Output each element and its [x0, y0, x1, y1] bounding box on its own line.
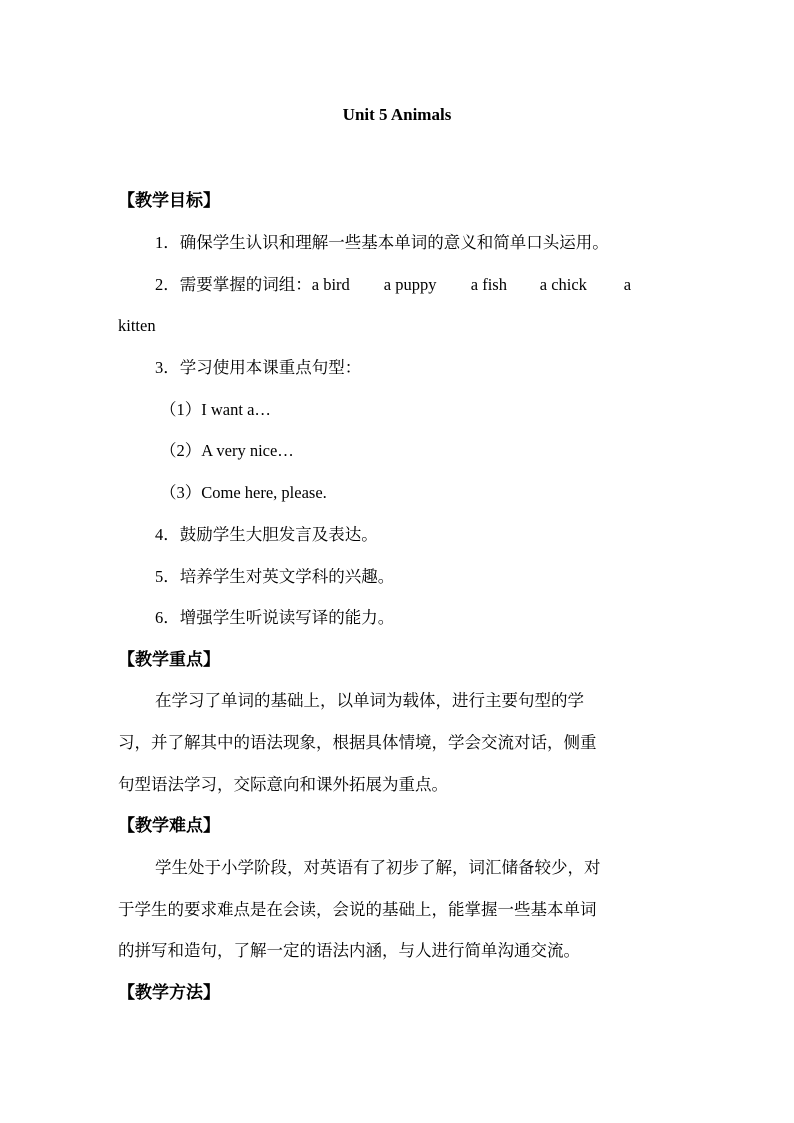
objective-item-2-wrap: kitten — [118, 316, 156, 335]
sentence-pattern-1: （1）I want a… — [160, 400, 271, 419]
objective-item-2 — [155, 274, 631, 296]
objective-item-4: 4．鼓励学生大胆发言及表达。 — [155, 525, 378, 544]
paragraph-line: 的拼写和造句，了解一定的语法内涵，与人进行简单沟通交流。 — [118, 941, 580, 960]
paragraph-line: 于学生的要求难点是在会读，会说的基础上，能掌握一些基本单词 — [118, 900, 597, 919]
objective-item-5: 5．培养学生对英文学科的兴趣。 — [155, 567, 395, 586]
objective-item-1: 1．确保学生认识和理解一些基本单词的意义和简单口头运用。 — [155, 233, 609, 252]
sentence-pattern-3: （3）Come here, please. — [160, 483, 327, 502]
paragraph-line: 习，并了解其中的语法现象，根据具体情境，学会交流对话，侧重 — [118, 733, 597, 752]
section-heading-objectives: 【教学目标】 — [118, 191, 220, 210]
sentence-pattern-2: （2）A very nice… — [160, 441, 294, 460]
vocab-word: a puppy — [383, 275, 437, 294]
vocab-word: a bird — [311, 275, 350, 294]
section-heading-methods: 【教学方法】 — [118, 983, 220, 1002]
section-heading-difficulties: 【教学难点】 — [118, 816, 220, 835]
document-title: Unit 5 Animals — [342, 105, 452, 124]
paragraph-line: 学生处于小学阶段，对英语有了初步了解，词汇储备较少，对 — [155, 858, 601, 877]
vocab-word: a — [623, 275, 632, 294]
objective-item-2-prefix: 2．需要掌握的词组： — [155, 275, 312, 294]
objective-item-3: 3．学习使用本课重点句型： — [155, 358, 362, 377]
paragraph-line: 句型语法学习，交际意向和课外拓展为重点。 — [118, 775, 448, 794]
vocab-word: a fish — [470, 275, 507, 294]
objective-item-6: 6．增强学生听说读写译的能力。 — [155, 608, 395, 627]
paragraph-line: 在学习了单词的基础上，以单词为载体，进行主要句型的学 — [155, 691, 584, 710]
section-heading-key-points: 【教学重点】 — [118, 650, 220, 669]
vocab-word: a chick — [539, 275, 587, 294]
